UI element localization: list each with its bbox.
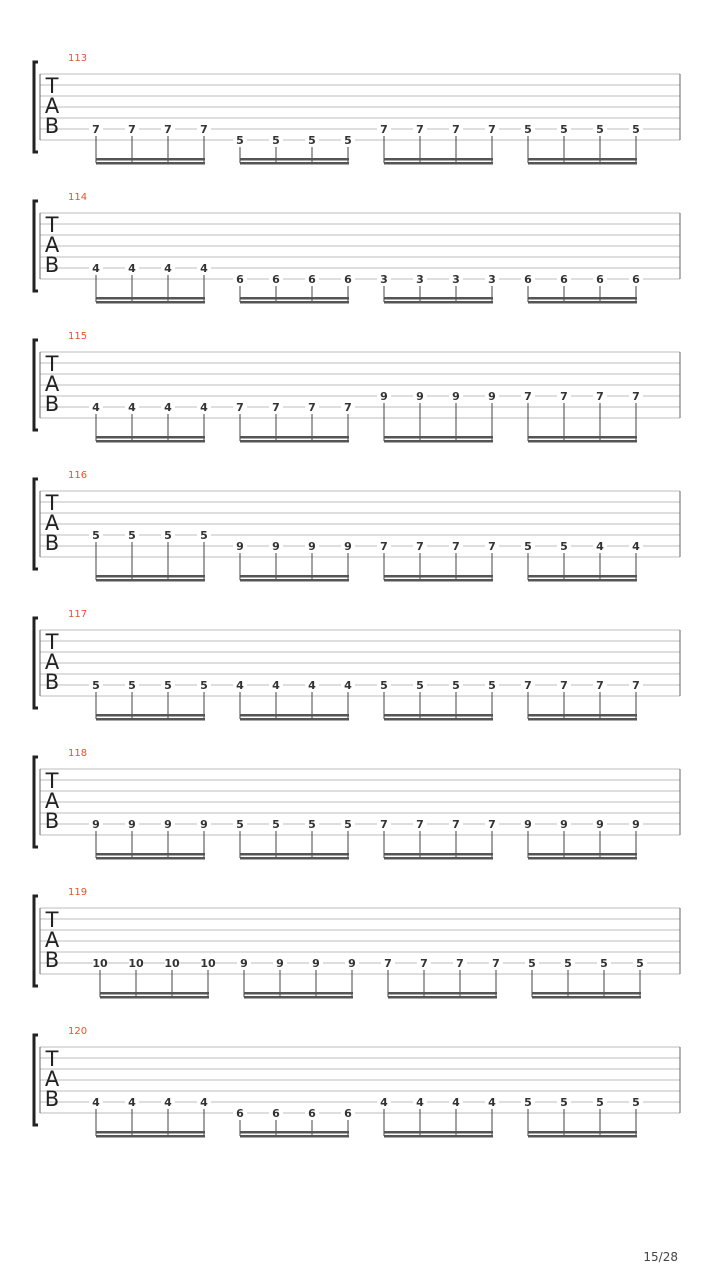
fret-number: 5 <box>92 679 100 692</box>
fret-number: 9 <box>380 390 388 403</box>
beam <box>384 853 493 856</box>
system-bracket <box>34 62 38 152</box>
fret-number: 5 <box>528 957 536 970</box>
fret-number: 7 <box>524 390 532 403</box>
fret-number: 5 <box>632 123 640 136</box>
fret-number: 7 <box>272 401 280 414</box>
beam <box>528 1135 637 1138</box>
fret-number: 6 <box>272 273 280 286</box>
fret-number: 7 <box>164 123 172 136</box>
fret-number: 7 <box>560 679 568 692</box>
fret-number: 4 <box>452 1096 460 1109</box>
beam <box>528 575 637 578</box>
beam <box>528 857 637 860</box>
fret-number: 6 <box>632 273 640 286</box>
fret-number: 5 <box>524 123 532 136</box>
fret-number: 4 <box>128 262 136 275</box>
fret-number: 4 <box>344 679 352 692</box>
fret-number: 7 <box>416 123 424 136</box>
fret-number: 7 <box>456 957 464 970</box>
fret-number: 5 <box>596 123 604 136</box>
beam <box>388 996 497 999</box>
system-bracket <box>34 896 38 986</box>
tab-system <box>34 53 680 165</box>
tab-clef-letter: T <box>45 213 59 237</box>
fret-number: 4 <box>272 679 280 692</box>
fret-number: 5 <box>272 818 280 831</box>
tab-clef-letter: B <box>44 253 60 277</box>
tab-system <box>34 609 680 721</box>
fret-number: 7 <box>380 123 388 136</box>
fret-number: 7 <box>492 957 500 970</box>
beam <box>384 436 493 439</box>
fret-number: 5 <box>564 957 572 970</box>
measure-number: 114 <box>68 192 88 203</box>
beam <box>100 996 209 999</box>
fret-number: 7 <box>420 957 428 970</box>
beam <box>528 853 637 856</box>
fret-number: 5 <box>560 1096 568 1109</box>
fret-number: 5 <box>632 1096 640 1109</box>
beam <box>240 718 349 721</box>
fret-number: 7 <box>524 679 532 692</box>
beam <box>240 158 349 161</box>
tab-system <box>34 470 680 582</box>
fret-number: 5 <box>524 540 532 553</box>
fret-number: 4 <box>92 401 100 414</box>
beam <box>96 158 205 161</box>
fret-number: 6 <box>344 1107 352 1120</box>
tab-system <box>34 887 680 999</box>
fret-number: 7 <box>236 401 244 414</box>
fret-number: 5 <box>200 529 208 542</box>
beam <box>240 575 349 578</box>
fret-number: 6 <box>236 1107 244 1120</box>
fret-number: 7 <box>380 818 388 831</box>
tab-clef-letter: A <box>44 928 60 952</box>
fret-number: 7 <box>488 818 496 831</box>
fret-number: 9 <box>312 957 320 970</box>
tab-system <box>34 748 680 860</box>
fret-number: 7 <box>128 123 136 136</box>
fret-number: 7 <box>560 390 568 403</box>
fret-number: 10 <box>164 957 180 970</box>
fret-number: 4 <box>236 679 244 692</box>
fret-number: 5 <box>236 818 244 831</box>
beam <box>240 714 349 717</box>
beam <box>528 579 637 582</box>
fret-number: 6 <box>560 273 568 286</box>
measure-number: 120 <box>68 1026 88 1037</box>
fret-number: 7 <box>632 390 640 403</box>
fret-number: 5 <box>200 679 208 692</box>
tab-clef-letter: T <box>45 908 59 932</box>
system-bracket <box>34 757 38 847</box>
beam <box>96 575 205 578</box>
measure-number: 116 <box>68 470 88 481</box>
fret-number: 9 <box>344 540 352 553</box>
fret-number: 7 <box>92 123 100 136</box>
fret-number: 4 <box>416 1096 424 1109</box>
fret-number: 5 <box>236 134 244 147</box>
beam <box>528 1131 637 1134</box>
beam <box>96 440 205 443</box>
fret-number: 4 <box>200 1096 208 1109</box>
beam <box>96 853 205 856</box>
beam <box>384 162 493 165</box>
beam <box>96 714 205 717</box>
beam <box>240 1131 349 1134</box>
beam <box>528 297 637 300</box>
fret-number: 5 <box>380 679 388 692</box>
fret-number: 4 <box>164 262 172 275</box>
tab-clef-letter: B <box>44 114 60 138</box>
beam <box>96 1135 205 1138</box>
beam <box>96 718 205 721</box>
beam <box>384 579 493 582</box>
fret-number: 3 <box>488 273 496 286</box>
fret-number: 10 <box>200 957 216 970</box>
fret-number: 5 <box>272 134 280 147</box>
fret-number: 6 <box>344 273 352 286</box>
fret-number: 7 <box>596 679 604 692</box>
fret-number: 9 <box>92 818 100 831</box>
beam <box>96 297 205 300</box>
fret-number: 5 <box>524 1096 532 1109</box>
tab-clef-letter: B <box>44 531 60 555</box>
fret-number: 6 <box>524 273 532 286</box>
tab-clef-letter: A <box>44 233 60 257</box>
fret-number: 9 <box>272 540 280 553</box>
fret-number: 4 <box>308 679 316 692</box>
page-number: 15/28 <box>643 1250 678 1264</box>
fret-number: 4 <box>632 540 640 553</box>
fret-number: 5 <box>308 818 316 831</box>
beam <box>384 1131 493 1134</box>
fret-number: 6 <box>272 1107 280 1120</box>
fret-number: 5 <box>560 540 568 553</box>
system-bracket <box>34 479 38 569</box>
tab-clef-letter: T <box>45 769 59 793</box>
fret-number: 5 <box>344 818 352 831</box>
fret-number: 4 <box>380 1096 388 1109</box>
fret-number: 9 <box>524 818 532 831</box>
fret-number: 4 <box>200 262 208 275</box>
beam <box>100 992 209 995</box>
beam <box>96 162 205 165</box>
tab-system <box>34 1026 680 1138</box>
beam <box>240 853 349 856</box>
beam <box>528 301 637 304</box>
beam <box>96 436 205 439</box>
beam <box>96 301 205 304</box>
measure-number: 113 <box>68 53 88 64</box>
fret-number: 9 <box>308 540 316 553</box>
beam <box>384 714 493 717</box>
beam <box>528 440 637 443</box>
fret-number: 9 <box>236 540 244 553</box>
fret-number: 5 <box>560 123 568 136</box>
fret-number: 5 <box>488 679 496 692</box>
tab-clef-letter: B <box>44 809 60 833</box>
fret-number: 7 <box>416 540 424 553</box>
beam <box>384 575 493 578</box>
tab-clef-letter: A <box>44 789 60 813</box>
tab-clef-letter: B <box>44 670 60 694</box>
tab-clef-letter: B <box>44 948 60 972</box>
fret-number: 5 <box>452 679 460 692</box>
fret-number: 7 <box>632 679 640 692</box>
fret-number: 3 <box>416 273 424 286</box>
beam <box>240 857 349 860</box>
fret-number: 7 <box>452 818 460 831</box>
fret-number: 7 <box>384 957 392 970</box>
beam <box>96 1131 205 1134</box>
tab-clef-letter: A <box>44 650 60 674</box>
fret-number: 9 <box>416 390 424 403</box>
fret-number: 7 <box>308 401 316 414</box>
fret-number: 9 <box>596 818 604 831</box>
tab-clef-letter: T <box>45 74 59 98</box>
beam <box>384 1135 493 1138</box>
beam <box>384 857 493 860</box>
fret-number: 4 <box>488 1096 496 1109</box>
fret-number: 5 <box>636 957 644 970</box>
beam <box>532 996 641 999</box>
tab-clef-letter: A <box>44 372 60 396</box>
fret-number: 9 <box>452 390 460 403</box>
fret-number: 5 <box>164 529 172 542</box>
beam <box>240 301 349 304</box>
beam <box>240 1135 349 1138</box>
beam <box>96 857 205 860</box>
beam <box>240 162 349 165</box>
fret-number: 9 <box>560 818 568 831</box>
fret-number: 5 <box>308 134 316 147</box>
fret-number: 3 <box>380 273 388 286</box>
tab-system <box>34 192 680 304</box>
beam <box>384 718 493 721</box>
beam <box>96 579 205 582</box>
fret-number: 9 <box>276 957 284 970</box>
beam <box>244 992 353 995</box>
fret-number: 5 <box>416 679 424 692</box>
tab-clef-letter: T <box>45 352 59 376</box>
fret-number: 6 <box>308 1107 316 1120</box>
fret-number: 4 <box>128 401 136 414</box>
fret-number: 10 <box>128 957 144 970</box>
tab-clef-letter: A <box>44 511 60 535</box>
fret-number: 7 <box>380 540 388 553</box>
system-bracket <box>34 1035 38 1125</box>
beam <box>388 992 497 995</box>
beam <box>528 714 637 717</box>
fret-number: 7 <box>596 390 604 403</box>
tab-clef-letter: B <box>44 1087 60 1111</box>
fret-number: 6 <box>236 273 244 286</box>
fret-number: 9 <box>128 818 136 831</box>
fret-number: 7 <box>416 818 424 831</box>
fret-number: 7 <box>488 123 496 136</box>
fret-number: 7 <box>452 123 460 136</box>
beam <box>240 297 349 300</box>
tab-system <box>34 331 680 443</box>
system-bracket <box>34 618 38 708</box>
fret-number: 9 <box>488 390 496 403</box>
beam <box>384 158 493 161</box>
beam <box>244 996 353 999</box>
fret-number: 4 <box>92 1096 100 1109</box>
beam <box>528 158 637 161</box>
beam <box>532 992 641 995</box>
tab-clef-letter: A <box>44 1067 60 1091</box>
fret-number: 5 <box>596 1096 604 1109</box>
fret-number: 9 <box>240 957 248 970</box>
fret-number: 5 <box>128 679 136 692</box>
measure-number: 118 <box>68 748 88 759</box>
fret-number: 9 <box>632 818 640 831</box>
tab-clef-letter: T <box>45 491 59 515</box>
fret-number: 7 <box>488 540 496 553</box>
tab-clef-letter: T <box>45 630 59 654</box>
tab-clef-letter: B <box>44 392 60 416</box>
fret-number: 5 <box>164 679 172 692</box>
fret-number: 7 <box>200 123 208 136</box>
fret-number: 9 <box>164 818 172 831</box>
fret-number: 5 <box>344 134 352 147</box>
fret-number: 6 <box>308 273 316 286</box>
fret-number: 9 <box>200 818 208 831</box>
beam <box>384 301 493 304</box>
fret-number: 4 <box>200 401 208 414</box>
measure-number: 117 <box>68 609 88 620</box>
fret-number: 7 <box>452 540 460 553</box>
fret-number: 4 <box>164 401 172 414</box>
beam <box>240 436 349 439</box>
tab-clef-letter: T <box>45 1047 59 1071</box>
beam <box>528 162 637 165</box>
beam <box>240 579 349 582</box>
measure-number: 115 <box>68 331 88 342</box>
fret-number: 5 <box>128 529 136 542</box>
fret-number: 9 <box>348 957 356 970</box>
fret-number: 4 <box>596 540 604 553</box>
fret-number: 5 <box>600 957 608 970</box>
fret-number: 10 <box>92 957 108 970</box>
beam <box>528 718 637 721</box>
measure-number: 119 <box>68 887 88 898</box>
fret-number: 4 <box>92 262 100 275</box>
beam <box>384 297 493 300</box>
fret-number: 3 <box>452 273 460 286</box>
beam <box>384 440 493 443</box>
tab-clef-letter: A <box>44 94 60 118</box>
fret-number: 4 <box>164 1096 172 1109</box>
system-bracket <box>34 340 38 430</box>
beam <box>240 440 349 443</box>
fret-number: 5 <box>92 529 100 542</box>
beam <box>528 436 637 439</box>
fret-number: 6 <box>596 273 604 286</box>
fret-number: 4 <box>128 1096 136 1109</box>
fret-number: 7 <box>344 401 352 414</box>
system-bracket <box>34 201 38 291</box>
